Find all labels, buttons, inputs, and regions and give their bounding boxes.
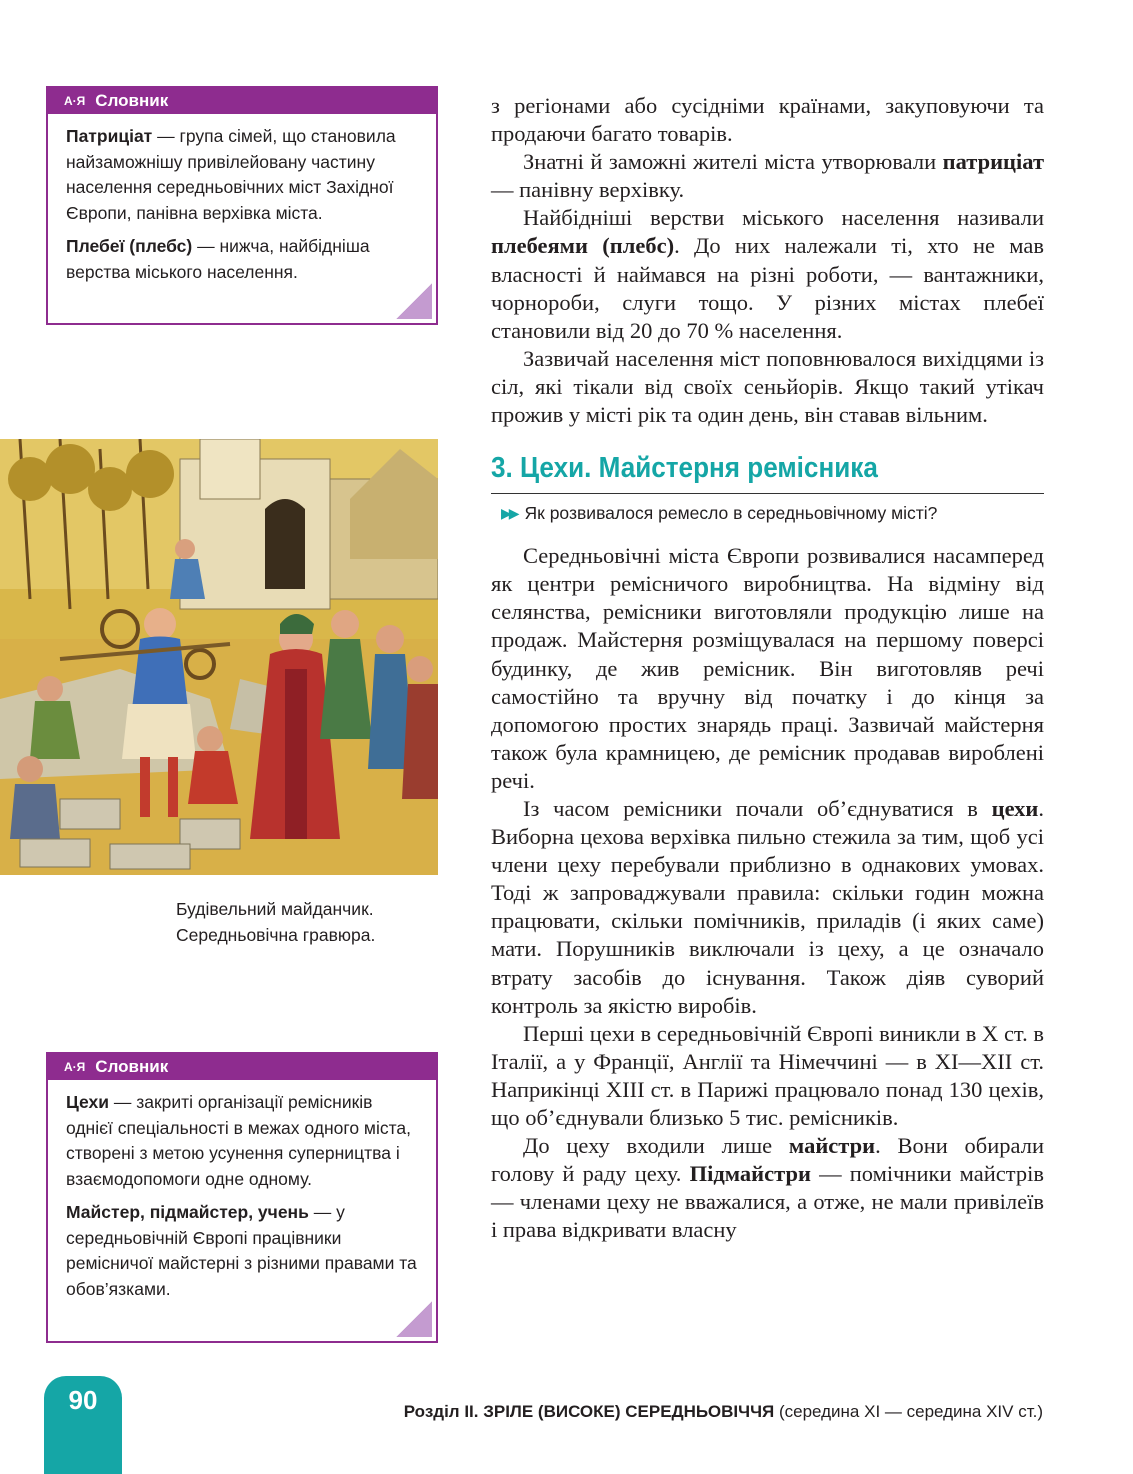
page-number: 90 bbox=[68, 1385, 98, 1415]
key-term: цехи bbox=[991, 795, 1039, 821]
text-run: — панівну верхівку. bbox=[491, 177, 685, 203]
caption-line: Будівельний майданчик. bbox=[176, 899, 374, 919]
medieval-engraving-image bbox=[0, 439, 438, 875]
key-term: плебеями (плебс) bbox=[491, 233, 675, 259]
glossary-title: Словник bbox=[95, 91, 169, 110]
glossary-title: Словник bbox=[95, 1057, 169, 1076]
glossary-body bbox=[48, 1080, 436, 1318]
chapter-period: (середина XI — середина XIV ст.) bbox=[774, 1402, 1043, 1421]
text-run: — помічники майстрів — членами цеху не вважалися, а отже, не мали привілеїв і права відкривати власну bbox=[491, 1161, 1044, 1243]
glossary-box-2 bbox=[46, 1052, 438, 1343]
chapter-title: Розділ ІІ. ЗРІЛЕ (ВИСОКЕ) СЕРЕДНЬОВІЧЧЯ bbox=[403, 1402, 775, 1421]
text-run: До цеху входили лише bbox=[523, 1133, 789, 1159]
glossary-definition: — закриті організації ремісників однієї спеціальності в межах одного міста, створені з метою усунення суперництва і взаємодопомоги одне одному. bbox=[66, 1092, 412, 1189]
glossary-header bbox=[48, 88, 436, 114]
paragraph bbox=[491, 1132, 1044, 1244]
chapter-footer bbox=[404, 1402, 1043, 1422]
glossary-definition: — група сімей, що становила найзаможнішу привілейовану частину населення середньовічних міст Західної Європи, панівна верхівка міста. bbox=[66, 126, 396, 223]
glossary-box-1 bbox=[46, 86, 438, 325]
page-curl-corner bbox=[396, 283, 432, 319]
glossary-entry bbox=[66, 1090, 420, 1192]
text-run: Знатні й заможні жителі міста утворювали bbox=[523, 149, 943, 175]
paragraph: з регіонами або сусідніми країнами, закуповуючи та продаючи багато товарів. bbox=[491, 93, 1044, 147]
glossary-entry bbox=[66, 1200, 420, 1302]
question-text: Як розвивалося ремесло в середньовічному місті? bbox=[524, 503, 938, 524]
paragraph bbox=[491, 795, 1044, 1020]
double-arrow-icon: ▶▶ bbox=[501, 505, 517, 522]
key-term: патриціат bbox=[942, 149, 1044, 175]
text-run: Із часом ремісники почали об’єднуватися в bbox=[523, 795, 992, 821]
caption-line: Середньовічна гравюра. bbox=[176, 925, 376, 945]
dictionary-icon: А·Я bbox=[64, 94, 86, 108]
page-number-tab bbox=[44, 1376, 122, 1474]
paragraph bbox=[491, 204, 1044, 344]
glossary-definition: — у середньовічній Європі працівники ремісничої майстерні з різними правами та обов’язками. bbox=[66, 1202, 417, 1299]
glossary-entry bbox=[66, 234, 420, 285]
glossary-term: Цехи bbox=[66, 1092, 109, 1112]
text-run: Найбідніші верстви міського населення називали bbox=[523, 205, 1044, 231]
main-text-column bbox=[491, 92, 1044, 1244]
glossary-term: Майстер, підмайстер, учень bbox=[66, 1202, 309, 1222]
paragraph bbox=[491, 148, 1044, 204]
text-run: . Вони обирали голову й раду цеху. bbox=[491, 1133, 1044, 1187]
glossary-entry bbox=[66, 124, 420, 226]
paragraph: Середньовічні міста Європи розвивалися насамперед як центри ремісничого виробництва. На відміну від селянства, ремісники виготовляли продукцію лише на продаж. Майстерня розміщувалася на першому поверсі будинку, де жив ремісник. Він виготовляв речі самостійно та вручну від початку і до кінця за допомогою простих знарядь праці. Зазвичай майстерня також була крамницею, де ремісник продавав вироблені речі. bbox=[491, 543, 1044, 793]
glossary-definition: — нижча, найбідніша верства міського населення. bbox=[66, 236, 370, 282]
glossary-term: Патриціат bbox=[66, 126, 153, 146]
key-term: Підмайстри bbox=[689, 1161, 811, 1187]
text-run: . Виборна цехова верхівка пильно стежила за тим, щоб усі члени цеху перебували приблизно в однакових умовах. Тоді ж запроваджували правила: скільки годин можна працювати, скільки помічників, приладів (і яких саме) мати. Порушників виключали із цеху, а це означало втрату засобів до існування. Також діяв суворий контроль за якістю виробів. bbox=[491, 795, 1044, 1018]
page-curl-corner bbox=[396, 1301, 432, 1337]
dictionary-icon: А·Я bbox=[64, 1060, 86, 1074]
key-term: майстри bbox=[788, 1133, 876, 1159]
text-run: . До них належали ті, хто не мав власності й наймався на різні роботи, — вантажники, чорнороби, слуги тощо. У різних містах плебеї становили від 20 до 70 % населення. bbox=[491, 233, 1044, 343]
paragraph: Зазвичай населення міст поповнювалося вихідцями із сіл, які тікали від своїх сеньйорів. Якщо такий утікач прожив у місті рік та один день, він ставав вільним. bbox=[491, 345, 1044, 428]
image-caption bbox=[176, 896, 436, 948]
glossary-term: Плебеї (плебс) bbox=[66, 236, 193, 256]
guiding-question bbox=[491, 493, 1044, 524]
paragraph: Перші цехи в середньовічній Європі виникли в X ст. в Італії, а у Франції, Англії та Німеччині — в XI—XII ст. Наприкінці XIII ст. в Парижі працювало понад 130 цехів, що об’єднували близько 5 тис. ремісників. bbox=[491, 1020, 1044, 1130]
section-heading: 3. Цехи. Майстерня ремісника bbox=[491, 452, 878, 485]
glossary-body bbox=[48, 114, 436, 301]
glossary-header bbox=[48, 1054, 436, 1080]
